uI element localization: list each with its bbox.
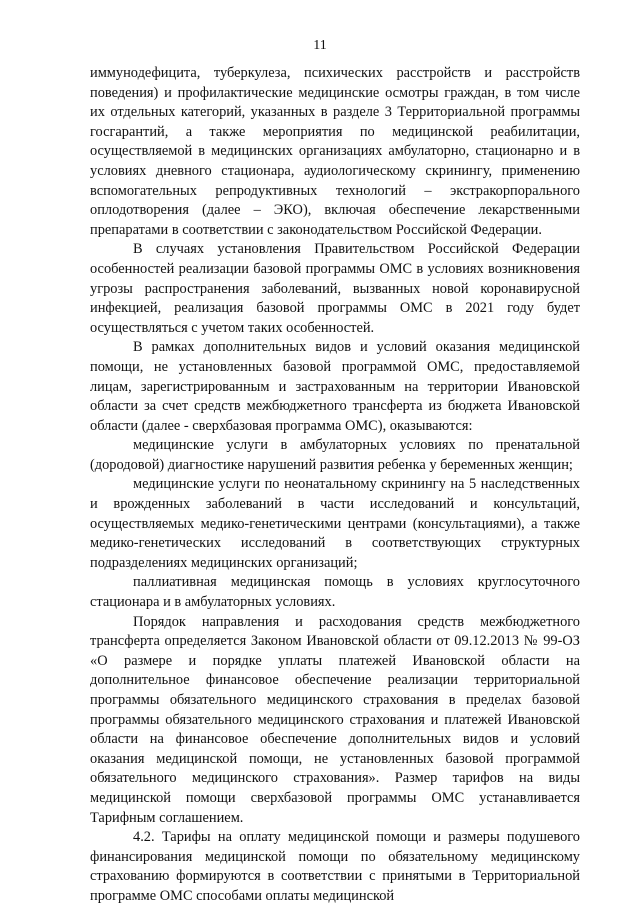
page-number: 11 bbox=[313, 38, 327, 53]
paragraph-section-4-2: 4.2. Тарифы на оплату медицинской помощи и размеры подушевого финансирования медицинской помощи по обязательному медицинскому страхованию формируются в соответствии с принятыми в Территориальной программе ОМС способами оплаты медицинской bbox=[90, 829, 580, 904]
list-item-prenatal-diagnostics: медицинские услуги в амбулаторных условиях по пренатальной (дородовой) диагностике нарушений развития ребенка у беременных женщин; bbox=[90, 437, 580, 473]
paragraph-covid-features: В случаях установления Правительством Российской Федерации особенностей реализации базовой программы ОМС в условиях возникновения угрозы распространения заболеваний, вызванных новой коронавирусной инфекцией, реализация базовой программы ОМС в 2021 году будет осуществляться с учетом таких особенностей. bbox=[90, 241, 580, 336]
paragraph-transfer-procedure: Порядок направления и расходования средств межбюджетного трансферта определяется Законом Ивановской области от 09.12.2013 № 99-ОЗ «О размере и порядке уплаты платежей Ивановской области на дополнительное финансовое обеспечение реализации территориальной программы обязательного медицинского страхования в пределах базовой программы обязательного медицинского страхования и платежей Ивановской области на финансовое обеспечение дополнительных видов и условий оказания медицинской помощи, не установленных базовой программой обязательного медицинского страхования». Размер тарифов на виды медицинской помощи сверхбазовой программы ОМС устанавливается Тарифным соглашением. bbox=[90, 613, 580, 826]
body-text bbox=[90, 64, 580, 907]
paragraph-continuation: иммунодефицита, туберкулеза, психических расстройств и расстройств поведения) и профилактические медицинские осмотры граждан, в том числе их отдельных категорий, указанных в разделе 3 Территориальной программы госгарантий, а также мероприятия по медицинской реабилитации, осуществляемой в медицинских организациях амбулаторно, стационарно и в условиях дневного стационара, аудиологическому скринингу, применению вспомогательных репродуктивных технологий – экстракорпорального оплодотворения (далее – ЭКО), включая обеспечение лекарственными препаратами в соответствии с законодательством Российской Федерации. bbox=[90, 65, 580, 238]
list-item-neonatal-screening: медицинские услуги по неонатальному скринингу на 5 наследственных и врожденных заболеваний в части исследований и консультаций, осуществляемых медико-генетическими центрами (консультациями), а также медико-генетических исследований в соответствующих структурных подразделениях медицинских организаций; bbox=[90, 476, 580, 571]
list-item-palliative-care: паллиативная медицинская помощь в условиях круглосуточного стационара и в амбулаторных условиях. bbox=[90, 574, 580, 611]
paragraph-additional-services: В рамках дополнительных видов и условий оказания медицинской помощи, не установленных базовой программой ОМС, предоставляемой лицам, зарегистрированным и застрахованным на территории Ивановской области за счет средств межбюджетного трансферта из бюджета Ивановской области (далее - сверхбазовая программа ОМС), оказываются: bbox=[90, 339, 580, 434]
